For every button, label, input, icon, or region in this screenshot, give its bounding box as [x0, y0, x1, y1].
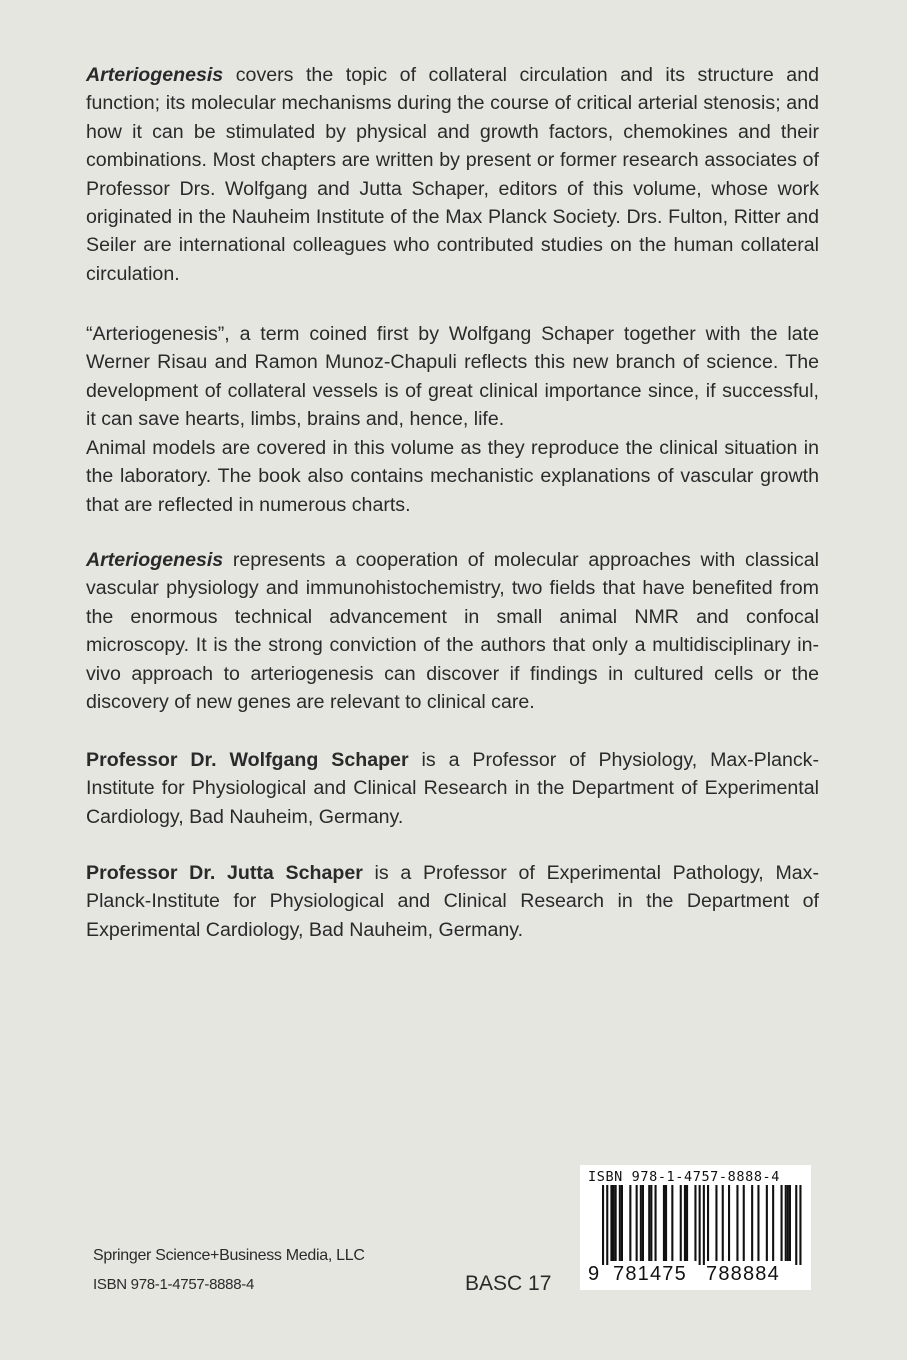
barcode-bar [613, 1185, 615, 1261]
barcode-bar [722, 1185, 724, 1261]
isbn-barcode [580, 1165, 811, 1290]
barcode-right-digits: 788884 [706, 1263, 780, 1285]
barcode-bar [728, 1185, 730, 1261]
barcode-bar [789, 1185, 791, 1261]
barcode-bar [703, 1185, 705, 1265]
paragraph-author-wolfgang [86, 746, 819, 831]
barcode-lead-digit: 9 [588, 1263, 600, 1285]
barcode-bar [655, 1185, 657, 1261]
barcode-bar [781, 1185, 783, 1261]
author-name-wolfgang: Professor Dr. Wolfgang Schaper [86, 749, 409, 771]
barcode-bar [772, 1185, 774, 1261]
author-name-jutta: Professor Dr. Jutta Schaper [86, 862, 363, 884]
barcode-bar [684, 1185, 686, 1261]
author-bio-wolfgang: is a Professor of Physiology, Max-Planck-Institute for Physiological and Clinical Research in the Department of Experimental Cardiology, Bad Nauheim, Germany. [86, 749, 819, 828]
barcode-bar [606, 1185, 608, 1265]
barcode-bar [699, 1185, 701, 1265]
paragraph-intro-text: covers the topic of collateral circulation and its structure and function; its molecular mechanisms during the course of critical arterial stenosis; and how it can be stimulated by physical and growth factors, chemokines and their combinations. Most chapters are written by present or former research associates of Professor Drs. Wolfgang and Jutta Schaper, editors of this volume, whose work originated in the Nauheim Institute of the Max Planck Society. Drs. Fulton, Ritter and Seiler are international colleagues who contributed studies on the human collateral circulation. [86, 64, 819, 285]
barcode-bar [785, 1185, 787, 1261]
barcode-isbn-text: ISBN 978-1-4757-8888-4 [588, 1169, 781, 1185]
barcode-bar [799, 1185, 801, 1265]
barcode-bar [610, 1185, 612, 1261]
author-bio-jutta: is a Professor of Experimental Pathology, Max-Planck-Institute for Physiological and Clinical Research in the Department of Experimental Cardiology, Bad Nauheim, Germany. [86, 862, 819, 941]
barcode-bar [636, 1185, 638, 1261]
barcode-bar [642, 1185, 644, 1261]
paragraph-animal-models-text: Animal models are covered in this volume as they reproduce the clinical situation in the laboratory. The book also contains mechanistic explanations of vascular growth that are reflected in numerous charts. [86, 437, 819, 516]
barcode-bar [715, 1185, 717, 1261]
barcode-bar [795, 1185, 797, 1265]
paragraph-cooperation [86, 546, 819, 716]
basc-code: BASC 17 [465, 1272, 552, 1295]
barcode-bar [680, 1185, 682, 1261]
paragraph-term-origin [86, 320, 819, 434]
barcode-bar [736, 1185, 738, 1261]
publisher-name: Springer Science+Business Media, LLC [93, 1247, 365, 1264]
barcode-bar [621, 1185, 623, 1261]
barcode-bar [787, 1185, 789, 1261]
barcode-bar [663, 1185, 665, 1261]
barcode-left-digits: 781475 [613, 1263, 687, 1285]
book-title-emphasis: Arteriogenesis [86, 64, 224, 86]
barcode-bar [615, 1185, 617, 1261]
footer-isbn: ISBN 978-1-4757-8888-4 [93, 1276, 255, 1293]
paragraph-animal-models [86, 434, 819, 519]
barcode-bar [751, 1185, 753, 1261]
paragraph-author-jutta [86, 859, 819, 944]
paragraph-cooperation-text: represents a cooperation of molecular approaches with classical vascular physiology and immunohistochemistry, two fields that have benefited from the enormous technical advancement in small animal NMR and confocal microscopy. It is the strong conviction of the authors that only a multidisciplinary in-vivo approach to arteriogenesis can discover if findings in cultured cells or the discovery of new genes are relevant to clinical care. [86, 549, 819, 714]
barcode-bar [640, 1185, 642, 1261]
barcode-bar [648, 1185, 650, 1261]
paragraph-intro [86, 61, 819, 288]
barcode-bar [694, 1185, 696, 1261]
barcode-bar [757, 1185, 759, 1261]
barcode-bar [766, 1185, 768, 1261]
barcode-bar [629, 1185, 631, 1261]
barcode-bars [580, 1185, 811, 1265]
paragraph-term-origin-text: “Arteriogenesis”, a term coined first by Wolfgang Schaper together with the late Werner Risau and Ramon Munoz-Chapuli reflects this new branch of science. The development of collateral vessels is of great clinical importance since, if successful, it can save hearts, limbs, brains and, hence, life. [86, 323, 819, 431]
barcode-bar [743, 1185, 745, 1261]
barcode-bar [671, 1185, 673, 1261]
barcode-bar [686, 1185, 688, 1261]
barcode-bar [650, 1185, 652, 1261]
barcode-bar [619, 1185, 621, 1261]
barcode-bar [707, 1185, 709, 1261]
barcode-bar [665, 1185, 667, 1261]
barcode-bar [602, 1185, 604, 1265]
book-title-emphasis: Arteriogenesis [86, 549, 224, 571]
